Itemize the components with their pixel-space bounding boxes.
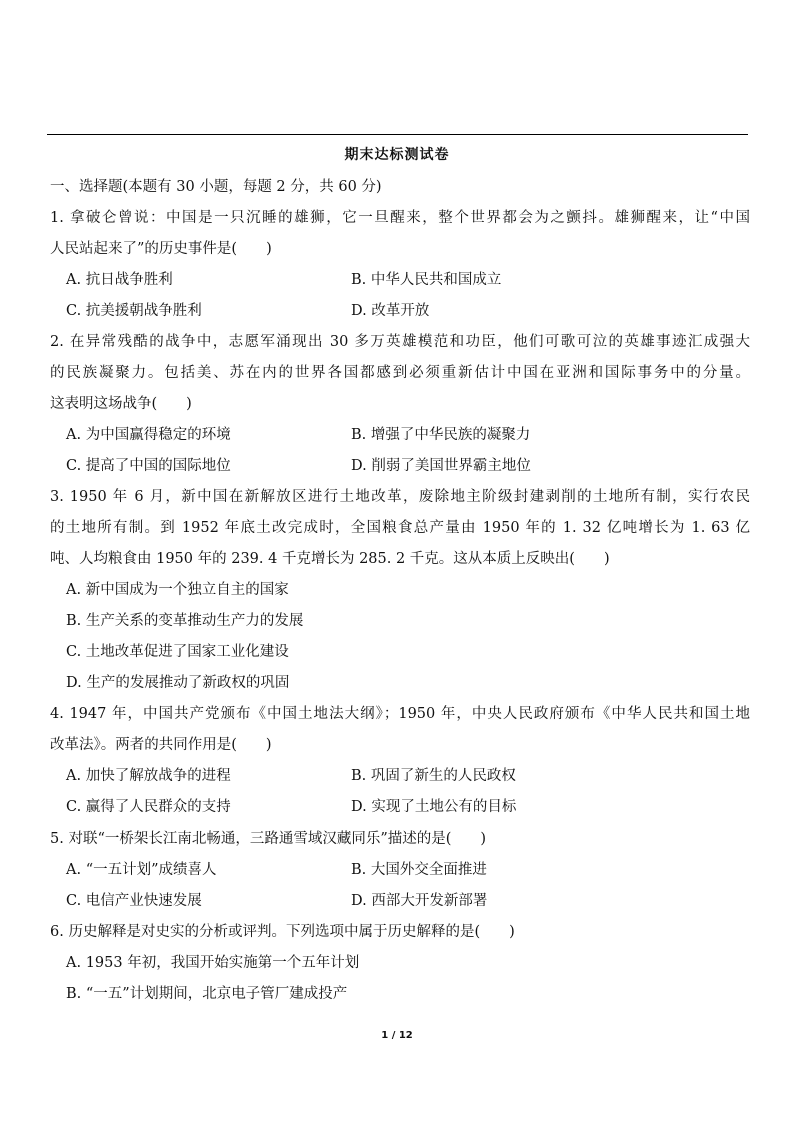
header-rule (47, 134, 748, 135)
question-1-option-a: A. 抗日战争胜利 (66, 272, 173, 288)
question-6-option-b: B. “一五”计划期间，北京电子管厂建成投产 (66, 986, 348, 1002)
question-5-option-a: A. “一五计划”成绩喜人 (66, 862, 217, 878)
question-2-line-2: 的民族凝聚力。包括美、苏在内的世界各国都感到必须重新估计中国在亚洲和国际事务中的分量。 (50, 365, 750, 381)
question-6-line-1: 6. 历史解释是对史实的分析或评判。下列选项中属于历史解释的是( ) (50, 924, 515, 940)
question-5-line-1: 5. 对联“一桥架长江南北畅通，三路通雪域汉藏同乐”描述的是( ) (50, 831, 487, 847)
question-1-option-d: D. 改革开放 (351, 303, 430, 319)
question-3-line-1: 3. 1950 年 6 月，新中国在新解放区进行土地改革，废除地主阶级封建剥削的土地所有制，实行农民 (50, 489, 750, 505)
question-2-option-d: D. 削弱了美国世界霸主地位 (351, 458, 531, 474)
question-1-line-2: 人民站起来了”的历史事件是( ) (50, 241, 272, 257)
question-4-line-1: 4. 1947 年，中国共产党颁布《中国土地法大纲》；1950 年，中央人民政府颁布《中华人民共和国土地 (50, 706, 750, 722)
page-number: 1 / 12 (381, 1030, 413, 1041)
question-2-line-1: 2. 在异常残酷的战争中，志愿军涌现出 30 多万英雄模范和功臣，他们可歌可泣的英雄事迹汇成强大 (50, 334, 750, 350)
question-3-line-2: 的土地所有制。到 1952 年底土改完成时，全国粮食总产量由 1950 年的 1. 32 亿吨增长为 1. 63 亿 (50, 520, 750, 536)
question-4-option-c: C. 赢得了人民群众的支持 (66, 799, 231, 815)
question-5-option-d: D. 西部大开发新部署 (351, 893, 488, 909)
question-6-option-a: A. 1953 年初，我国开始实施第一个五年计划 (66, 955, 360, 971)
question-5-option-c: C. 电信产业快速发展 (66, 893, 202, 909)
question-4-line-2: 改革法》。两者的共同作用是( ) (50, 737, 272, 753)
section-heading: 一、选择题(本题有 30 小题，每题 2 分，共 60 分) (50, 179, 382, 195)
question-4-option-b: B. 巩固了新生的人民政权 (351, 768, 516, 784)
question-2-option-b: B. 增强了中华民族的凝聚力 (351, 427, 531, 443)
page-title: 期末达标测试卷 (344, 147, 450, 163)
question-4-option-d: D. 实现了土地公有的目标 (351, 799, 517, 815)
question-2-option-c: C. 提高了中国的国际地位 (66, 458, 231, 474)
question-1-option-c: C. 抗美援朝战争胜利 (66, 303, 202, 319)
question-3-option-d: D. 生产的发展推动了新政权的巩固 (66, 675, 290, 691)
question-3-line-3: 吨、人均粮食由 1950 年的 239. 4 千克增长为 285. 2 千克。这从本质上反映出( ) (50, 551, 610, 567)
question-2-option-a: A. 为中国赢得稳定的环境 (66, 427, 231, 443)
question-5-option-b: B. 大国外交全面推进 (351, 862, 487, 878)
question-1-line-1: 1. 拿破仑曾说：中国是一只沉睡的雄狮，它一旦醒来，整个世界都会为之颤抖。雄狮醒来，让“中国 (50, 210, 750, 226)
question-1-option-b: B. 中华人民共和国成立 (351, 272, 502, 288)
question-2-line-3: 这表明这场战争( ) (50, 396, 192, 412)
question-4-option-a: A. 加快了解放战争的进程 (66, 768, 231, 784)
question-3-option-c: C. 土地改革促进了国家工业化建设 (66, 644, 289, 660)
question-3-option-a: A. 新中国成为一个独立自主的国家 (66, 582, 289, 598)
question-3-option-b: B. 生产关系的变革推动生产力的发展 (66, 613, 304, 629)
